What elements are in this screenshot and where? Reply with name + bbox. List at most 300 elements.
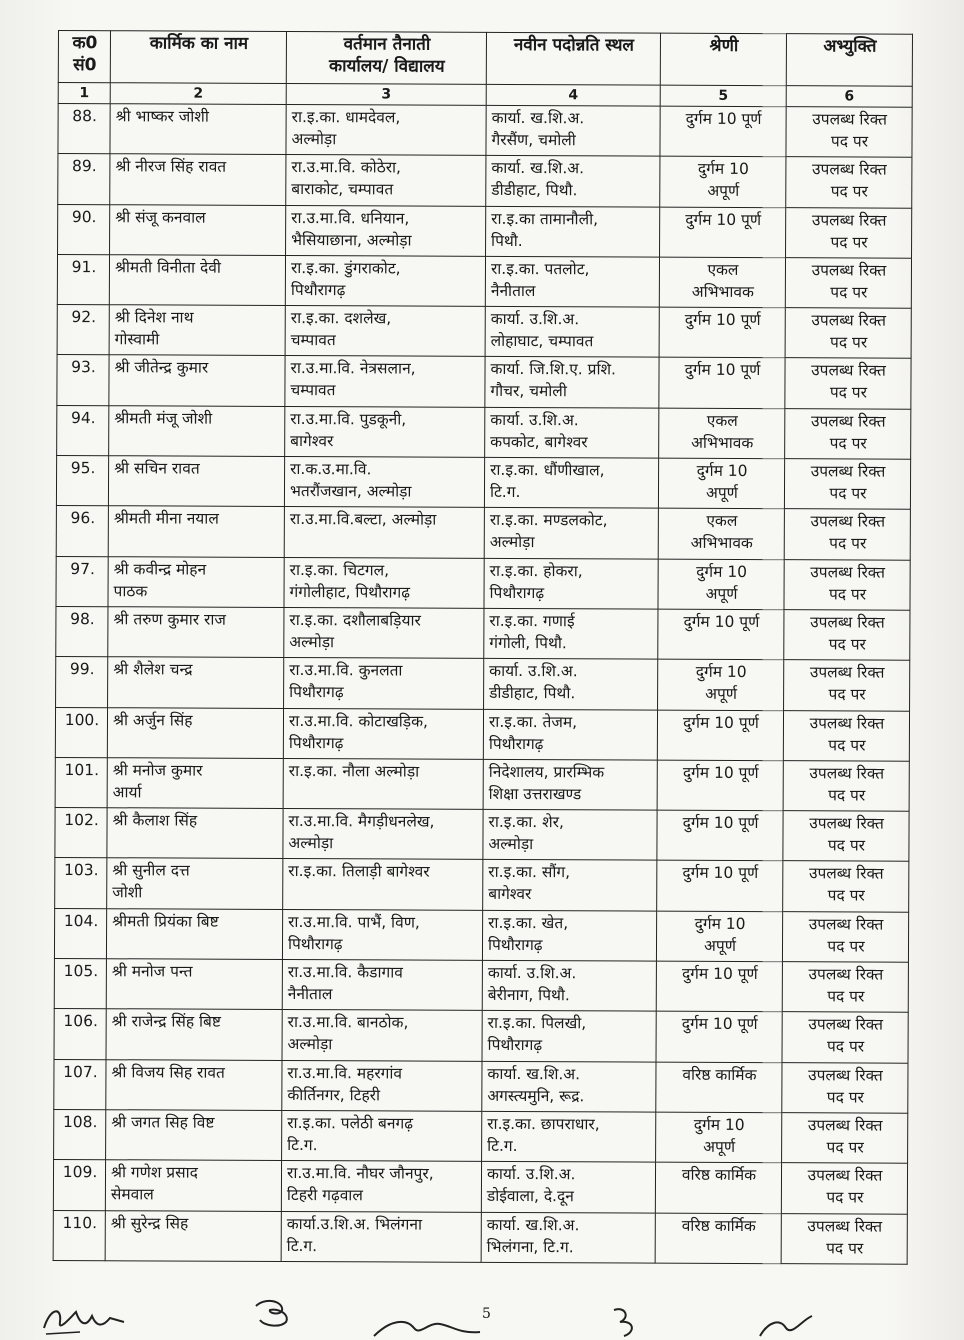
new-posting-cell bbox=[484, 457, 658, 508]
new-posting-cell-line: रा.इ.का. तेजम, bbox=[488, 712, 578, 731]
serial-number-cell: 95. bbox=[56, 456, 108, 507]
current-posting-cell bbox=[282, 1060, 482, 1111]
current-posting-cell-line: रा.इ.का. तिलाड़ी बागेश्वर bbox=[288, 862, 430, 882]
current-posting-cell bbox=[283, 859, 483, 910]
serial-number-cell: 92. bbox=[57, 305, 109, 356]
current-posting-cell-line: रा.उ.मा.वि. धनियान, bbox=[291, 208, 410, 228]
employee-name-cell bbox=[109, 355, 285, 406]
employee-name-cell bbox=[108, 506, 284, 557]
new-posting-cell-line: टि.ग. bbox=[487, 1136, 518, 1155]
category-cell-line: वरिष्ठ कार्मिक bbox=[682, 1065, 757, 1084]
serial-number-cell: 91. bbox=[57, 254, 109, 305]
current-posting-cell-line: रा.इ.का. दशलेख, bbox=[290, 309, 392, 328]
category-cell-line: अपूर्ण bbox=[703, 1137, 736, 1156]
employee-name-cell bbox=[107, 808, 283, 859]
table-row bbox=[54, 959, 908, 1013]
current-posting-cell-line: पिथौरागढ़ bbox=[287, 934, 343, 954]
new-posting-cell-line: कार्या. उ.शि.अ. bbox=[490, 310, 580, 329]
remark-cell-line: उपलब्ध रिक्त bbox=[807, 1166, 883, 1185]
category-cell bbox=[656, 1011, 782, 1062]
current-posting-cell-line: रा.उ.मा.वि. महरगांव bbox=[287, 1063, 403, 1083]
current-posting-cell bbox=[282, 960, 482, 1011]
category-cell-line: एकल bbox=[706, 411, 738, 430]
current-posting-cell bbox=[285, 406, 485, 457]
category-cell-line: वरिष्ठ कार्मिक bbox=[681, 1216, 756, 1235]
header-line: सं0 bbox=[73, 55, 97, 76]
category-cell bbox=[655, 1162, 781, 1213]
table-row bbox=[56, 456, 910, 510]
new-posting-cell-line: गैरसैंण, चमोली bbox=[491, 130, 576, 150]
table-row bbox=[56, 606, 910, 660]
new-posting-cell-line: पिथौरागढ़ bbox=[488, 734, 544, 753]
employee-name-cell-line: पाठक bbox=[113, 581, 148, 601]
current-posting-cell-line: रा.उ.मा.वि. मैगड़ीधनलेख, bbox=[288, 812, 435, 831]
remark-cell-line: उपलब्ध रिक्त bbox=[808, 1065, 883, 1085]
category-cell-line: दुर्गम 10 bbox=[695, 663, 747, 682]
remark-cell bbox=[782, 1062, 908, 1113]
remark-cell bbox=[784, 509, 910, 560]
current-posting-cell-line: रा.उ.मा.वि. नेत्रसलान, bbox=[290, 359, 416, 379]
new-posting-cell-line: रा.इ.का. खेत, bbox=[488, 913, 569, 932]
current-posting-cell bbox=[282, 1010, 482, 1061]
category-cell bbox=[660, 156, 786, 207]
current-posting-cell-line: अल्मोड़ा bbox=[288, 834, 334, 853]
table-row bbox=[54, 1109, 908, 1163]
remark-cell bbox=[783, 761, 909, 812]
serial-number-cell: 88. bbox=[58, 104, 110, 155]
new-posting-cell-line: अगस्त्यमुनि, रूद्र. bbox=[487, 1086, 585, 1105]
remark-cell bbox=[784, 610, 910, 661]
category-cell bbox=[655, 1213, 781, 1264]
category-cell bbox=[659, 307, 785, 358]
employee-name-cell bbox=[106, 908, 282, 959]
new-posting-cell-line: कार्या. उ.शि.अ. bbox=[490, 410, 579, 430]
remark-cell-line: पद पर bbox=[826, 1037, 865, 1056]
employee-name-cell bbox=[107, 858, 283, 909]
current-posting-cell bbox=[286, 104, 486, 155]
current-posting-cell bbox=[281, 1161, 481, 1212]
category-cell bbox=[657, 760, 783, 811]
table-row bbox=[54, 1059, 908, 1113]
serial-number-cell: 101. bbox=[55, 757, 107, 808]
new-posting-cell-line: अल्मोड़ा bbox=[488, 835, 534, 854]
signature-1 bbox=[40, 1298, 150, 1338]
category-cell-line: दुर्गम 10 पूर्ण bbox=[682, 763, 759, 782]
table-row bbox=[58, 154, 912, 208]
employee-name-cell bbox=[108, 607, 284, 658]
category-cell-line: दुर्गम 10 bbox=[696, 562, 748, 581]
employee-name-cell-line: श्री राजेन्द्र सिंह बिष्ट bbox=[111, 1012, 222, 1032]
category-cell-line: दुर्गम 10 bbox=[694, 914, 746, 933]
remark-cell-line: पद पर bbox=[830, 182, 868, 201]
employee-name-cell-line: श्रीमती विनीता देवी bbox=[114, 258, 221, 277]
current-posting-cell-line: रा.उ.मा.वि. नौघर जौनपुर, bbox=[286, 1164, 434, 1183]
serial-number-cell: 103. bbox=[55, 858, 107, 909]
new-posting-cell bbox=[482, 960, 656, 1011]
table-row bbox=[56, 506, 910, 560]
new-posting-cell-line: कार्या. ख.शि.अ. bbox=[491, 159, 585, 178]
remark-cell-line: उपलब्ध रिक्त bbox=[812, 110, 887, 129]
new-posting-cell-line: टि.ग. bbox=[489, 482, 521, 502]
remark-cell-line: पद पर bbox=[826, 1088, 864, 1107]
current-posting-cell bbox=[283, 809, 483, 860]
new-posting-cell-line: रा.इ.का. होकरा, bbox=[489, 561, 583, 580]
new-posting-cell-line: गंगोली, पिथौ. bbox=[489, 633, 567, 653]
new-posting-cell-line: कार्या. उ.शि.अ. bbox=[486, 1165, 576, 1184]
category-cell bbox=[656, 1062, 782, 1113]
category-cell-line: दुर्गम 10 पूर्ण bbox=[685, 210, 762, 229]
employee-name-cell-line: श्री तरुण कुमार राज bbox=[113, 610, 226, 629]
remark-cell-line: पद पर bbox=[828, 735, 866, 755]
new-posting-cell-line: पिथौ. bbox=[491, 231, 523, 250]
current-posting-cell bbox=[284, 457, 484, 508]
new-posting-cell-line: रा.इ.का. मण्डलकोट, bbox=[489, 511, 608, 530]
new-posting-cell bbox=[483, 860, 657, 911]
remark-cell-line: पद पर bbox=[828, 635, 866, 654]
category-cell bbox=[656, 961, 782, 1012]
category-cell-line: दुर्गम 10 पूर्ण bbox=[682, 813, 759, 833]
employee-name-cell bbox=[107, 758, 283, 809]
current-posting-cell-line: रा.इ.का. धामदेवल, bbox=[291, 108, 401, 127]
employee-name-cell-line: श्री सचिन रावत bbox=[114, 459, 200, 478]
remark-cell-line: उपलब्ध रिक्त bbox=[807, 1116, 883, 1135]
new-posting-cell-line: अल्मोड़ा bbox=[489, 533, 535, 552]
remark-cell bbox=[782, 1113, 908, 1164]
table-row bbox=[55, 858, 909, 912]
current-posting-cell-line: चम्पावत bbox=[290, 331, 336, 350]
current-posting-cell-line: बागेश्वर bbox=[290, 431, 334, 450]
category-cell-line: दुर्गम 10 bbox=[693, 1115, 745, 1134]
employee-name-cell-line: श्री मनोज पन्त bbox=[111, 962, 193, 981]
current-posting-cell-line: रा.क.उ.मा.वि. bbox=[290, 460, 372, 479]
remark-cell-line: पद पर bbox=[829, 484, 867, 503]
new-posting-cell bbox=[484, 558, 658, 609]
remark-cell-line: पद पर bbox=[827, 836, 866, 855]
table-row bbox=[57, 405, 911, 459]
remark-cell bbox=[785, 308, 911, 359]
column-number: 3 bbox=[286, 83, 486, 105]
remark-cell-line: पद पर bbox=[828, 585, 867, 604]
remark-cell bbox=[784, 459, 910, 510]
employee-name-cell bbox=[108, 556, 284, 607]
new-posting-cell-line: बागेश्वर bbox=[488, 885, 532, 904]
new-posting-cell bbox=[483, 810, 657, 861]
serial-number-cell: 99. bbox=[56, 657, 108, 708]
category-cell-line: अपूर्ण bbox=[707, 182, 740, 201]
new-posting-cell-line: डीडीहाट, पिथौ. bbox=[489, 684, 576, 703]
remark-cell-line: पद पर bbox=[828, 685, 866, 704]
category-cell bbox=[658, 559, 784, 610]
table-row bbox=[57, 305, 911, 359]
category-cell-line: दुर्गम 10 पूर्ण bbox=[682, 864, 759, 883]
current-posting-cell bbox=[284, 507, 484, 558]
current-posting-cell bbox=[284, 658, 484, 709]
serial-number-cell: 106. bbox=[54, 1009, 106, 1060]
remark-cell-line: पद पर bbox=[830, 283, 868, 302]
current-posting-cell bbox=[284, 557, 484, 608]
column-number: 2 bbox=[110, 83, 286, 105]
table-row bbox=[56, 556, 910, 610]
category-cell-line: अपूर्ण bbox=[705, 584, 738, 603]
remark-cell bbox=[786, 207, 912, 258]
header-remark bbox=[786, 34, 912, 87]
remark-cell bbox=[781, 1163, 907, 1214]
remark-cell-line: उपलब्ध रिक्त bbox=[811, 261, 887, 280]
employee-name-cell bbox=[105, 1210, 281, 1261]
table-row bbox=[58, 104, 912, 158]
new-posting-cell-line: गौचर, चमोली bbox=[490, 382, 567, 401]
category-cell-line: दुर्गम 10 पूर्ण bbox=[683, 713, 759, 732]
new-posting-cell bbox=[483, 709, 657, 760]
current-posting-cell-line: अल्मोड़ा bbox=[291, 130, 337, 149]
serial-number-cell: 93. bbox=[57, 355, 109, 406]
category-cell bbox=[657, 710, 783, 761]
category-cell-line: दुर्गम 10 पूर्ण bbox=[681, 964, 758, 984]
current-posting-cell-line: रा.उ.मा.वि. कोठेरा, bbox=[291, 158, 402, 177]
header-row bbox=[58, 31, 912, 87]
employee-name-cell bbox=[105, 1160, 281, 1211]
header-line: कार्यालय/ विद्यालय bbox=[329, 56, 445, 77]
remark-cell bbox=[784, 559, 910, 610]
category-cell-line: अपूर्ण bbox=[706, 483, 738, 503]
current-posting-cell-line: रा.इ.का. दशौलाबड़ियार bbox=[289, 610, 421, 630]
remark-cell-line: उपलब्ध रिक्त bbox=[810, 562, 885, 582]
category-cell bbox=[660, 106, 786, 157]
current-posting-cell bbox=[285, 356, 485, 407]
category-cell-line: अभिभावक bbox=[691, 282, 754, 301]
remark-cell-line: उपलब्ध रिक्त bbox=[811, 210, 887, 230]
category-cell-line: अभिभावक bbox=[690, 534, 753, 553]
category-cell bbox=[657, 861, 783, 912]
new-posting-cell-line: निदेशालय, प्रारम्भिक bbox=[488, 762, 605, 782]
serial-number-cell: 107. bbox=[54, 1059, 106, 1110]
header-name bbox=[110, 31, 286, 84]
remark-cell bbox=[785, 358, 911, 409]
employee-name-cell-line: श्री जीतेन्द्र कुमार bbox=[114, 358, 209, 378]
employee-name-cell bbox=[109, 406, 285, 457]
header-line: नवीन पदोन्नति स्थल bbox=[513, 34, 635, 56]
employee-name-cell-line: श्रीमती मंजू जोशी bbox=[114, 409, 213, 428]
new-posting-cell bbox=[485, 407, 659, 458]
current-posting-cell-line: रा.उ.मा.वि. कोटाखड़िक, bbox=[288, 711, 428, 731]
remark-cell-line: उपलब्ध रिक्त bbox=[808, 864, 884, 884]
header-sno bbox=[58, 31, 110, 83]
new-posting-cell bbox=[485, 307, 659, 358]
employee-name-cell bbox=[110, 154, 286, 205]
new-posting-cell-line: शिक्षा उत्तराखण्ड bbox=[488, 784, 582, 804]
new-posting-cell-line: कार्या. ख.शि.अ. bbox=[487, 1064, 581, 1083]
category-cell-line: एकल bbox=[707, 260, 739, 279]
employee-name-cell-line: श्री नीरज सिंह रावत bbox=[115, 157, 227, 177]
remark-cell-line: उपलब्ध रिक्त bbox=[810, 412, 886, 431]
remark-cell-line: उपलब्ध रिक्त bbox=[808, 915, 884, 934]
remark-cell bbox=[785, 408, 911, 459]
table-row bbox=[57, 355, 911, 409]
current-posting-cell-line: टि.ग. bbox=[286, 1236, 318, 1255]
new-posting-cell-line: बेरीनाग, पिथौ. bbox=[487, 985, 570, 1005]
employee-name-cell-line: जोशी bbox=[112, 883, 143, 902]
remark-cell bbox=[786, 107, 912, 158]
category-cell-line: दुर्गम 10 पूर्ण bbox=[684, 310, 761, 330]
employee-name-cell bbox=[106, 959, 282, 1010]
table-row bbox=[55, 757, 909, 811]
new-posting-cell-line: रा.इ.का. पतलोट, bbox=[490, 259, 590, 279]
signature-3 bbox=[370, 1314, 490, 1340]
remark-cell-line: पद पर bbox=[829, 383, 868, 403]
remark-cell bbox=[782, 911, 908, 962]
current-posting-cell bbox=[285, 306, 485, 357]
table-row bbox=[54, 1009, 908, 1063]
header-line: क0 bbox=[72, 33, 98, 54]
serial-number-cell: 105. bbox=[54, 959, 106, 1010]
current-posting-cell-line: रा.इ.का. पलेठी बनगढ़ bbox=[287, 1113, 414, 1133]
new-posting-cell-line: कार्या. उ.शि.अ. bbox=[489, 662, 578, 681]
employee-name-cell-line: श्रीमती प्रियंका बिष्ट bbox=[112, 911, 219, 931]
serial-number-cell: 97. bbox=[56, 556, 108, 607]
category-cell-line: दुर्गम 10 पूर्ण bbox=[683, 612, 760, 632]
remark-cell-line: उपलब्ध रिक्त bbox=[808, 1015, 884, 1034]
category-cell-line: दुर्गम 10 पूर्ण bbox=[684, 361, 761, 380]
table-row bbox=[56, 657, 910, 711]
header-line: अभ्युक्ति bbox=[823, 36, 877, 57]
remark-cell-line: पद पर bbox=[828, 786, 866, 805]
table-body bbox=[53, 104, 912, 1265]
remark-cell bbox=[786, 157, 912, 208]
remark-cell bbox=[783, 811, 909, 862]
table-row bbox=[55, 707, 909, 761]
employee-name-cell-line: श्री सुरेन्द्र सिह bbox=[110, 1213, 189, 1233]
column-number: 6 bbox=[786, 86, 912, 108]
new-posting-cell-line: डोईवाला, दे.दून bbox=[486, 1187, 574, 1206]
current-posting-cell bbox=[286, 155, 486, 206]
column-number: 5 bbox=[660, 85, 786, 107]
new-posting-cell bbox=[486, 156, 660, 207]
employee-name-cell-line: श्री कवीन्द्र मोहन bbox=[113, 559, 207, 579]
table-row bbox=[58, 204, 912, 258]
remark-cell-line: उपलब्ध रिक्त bbox=[810, 512, 886, 531]
new-posting-cell bbox=[485, 256, 659, 307]
remark-cell-line: पद पर bbox=[826, 1138, 864, 1157]
current-posting-cell-line: भतरौंजखान, अल्मोड़ा bbox=[289, 482, 412, 501]
column-number: 1 bbox=[58, 83, 110, 104]
table-row bbox=[53, 1210, 907, 1264]
new-posting-cell bbox=[481, 1212, 655, 1263]
category-cell bbox=[656, 1112, 782, 1163]
current-posting-cell-line: रा.इ.का. चिटगल, bbox=[289, 560, 390, 580]
signature-4 bbox=[606, 1304, 656, 1340]
table-row bbox=[55, 808, 909, 862]
remark-cell-line: उपलब्ध रिक्त bbox=[808, 965, 884, 984]
new-posting-cell-line: रा.इ.का. सौंग, bbox=[488, 863, 571, 882]
remark-cell-line: उपलब्ध रिक्त bbox=[809, 764, 885, 783]
category-cell-line: अपूर्ण bbox=[704, 936, 736, 955]
current-posting-cell-line: भैसियाछाना, अल्मोड़ा bbox=[291, 230, 412, 250]
current-posting-cell-line: रा.उ.मा.वि. बानठोक, bbox=[287, 1013, 409, 1032]
current-posting-cell-line: रा.उ.मा.वि. कुनलता bbox=[289, 661, 403, 680]
employee-name-cell-line: श्री दिनेश नाथ bbox=[114, 308, 194, 327]
employee-name-cell bbox=[106, 1059, 282, 1110]
current-posting-cell bbox=[282, 1110, 482, 1161]
serial-number-cell: 104. bbox=[54, 908, 106, 959]
serial-number-cell: 110. bbox=[53, 1210, 105, 1261]
new-posting-cell-line: कार्या. उ.शि.अ. bbox=[487, 963, 577, 983]
category-cell bbox=[659, 358, 785, 409]
category-cell bbox=[656, 911, 782, 962]
employee-name-cell-line: श्री संजू कनवाल bbox=[115, 207, 206, 227]
remark-cell-line: उपलब्ध रिक्त bbox=[807, 1216, 883, 1236]
table-row bbox=[57, 254, 911, 308]
category-cell bbox=[660, 207, 786, 258]
employee-name-cell bbox=[110, 204, 286, 255]
new-posting-cell bbox=[482, 1111, 656, 1162]
current-posting-cell-line: कार्या.उ.शि.अ. भिलंगना bbox=[286, 1214, 423, 1234]
remark-cell-line: उपलब्ध रिक्त bbox=[809, 713, 885, 733]
new-posting-cell-line: रा.इ.का. छापराधार, bbox=[487, 1114, 600, 1134]
remark-cell-line: पद पर bbox=[826, 1188, 864, 1207]
new-posting-cell-line: भिलंगना, टि.ग. bbox=[486, 1237, 574, 1256]
employee-name-cell bbox=[106, 1110, 282, 1161]
new-posting-cell-line: कार्या. ख.शि.अ. bbox=[486, 1215, 580, 1234]
new-posting-cell bbox=[481, 1162, 655, 1213]
current-posting-cell-line: गंगोलीहाट, पिथौरागढ़ bbox=[289, 582, 411, 602]
new-posting-cell-line: रा.इ.का. पिलखी, bbox=[487, 1014, 587, 1033]
serial-number-cell: 100. bbox=[55, 707, 107, 758]
new-posting-cell-line: कार्या. जि.शि.ए. प्रशि. bbox=[490, 360, 616, 379]
remark-cell-line: पद पर bbox=[829, 434, 867, 453]
employee-name-cell bbox=[106, 1009, 282, 1060]
remark-cell-line: पद पर bbox=[830, 132, 869, 151]
remark-cell-line: पद पर bbox=[829, 534, 867, 553]
employee-name-cell bbox=[107, 707, 283, 758]
serial-number-cell: 109. bbox=[53, 1160, 105, 1211]
current-posting-cell-line: पिथौरागढ़ bbox=[288, 733, 344, 752]
current-posting-cell-line: रा.इ.का. नौला अल्मोड़ा bbox=[288, 761, 420, 781]
serial-number-cell: 108. bbox=[54, 1109, 106, 1160]
employee-name-cell-line: श्री अर्जुन सिंह bbox=[112, 710, 193, 730]
table-row bbox=[53, 1160, 907, 1214]
remark-cell bbox=[782, 1012, 908, 1063]
current-posting-cell bbox=[286, 205, 486, 256]
current-posting-cell-line: बाराकोट, चम्पावत bbox=[291, 180, 394, 199]
new-posting-cell bbox=[484, 508, 658, 559]
header-line: वर्तमान तैनाती bbox=[343, 34, 431, 55]
remark-cell bbox=[784, 660, 910, 711]
category-cell bbox=[657, 810, 783, 861]
current-posting-cell-line: कीर्तिनगर, टिहरी bbox=[287, 1085, 381, 1105]
category-cell bbox=[658, 609, 784, 660]
remark-cell-line: पद पर bbox=[827, 987, 865, 1006]
employee-name-cell-line: श्रीमती मीना नयाल bbox=[113, 509, 219, 529]
current-posting-cell-line: रा.उ.मा.वि. पाभैं, विण, bbox=[288, 912, 420, 932]
signature-5 bbox=[756, 1310, 816, 1340]
current-posting-cell bbox=[282, 909, 482, 960]
employee-name-cell bbox=[109, 255, 285, 306]
employee-name-cell-line: सेमवाल bbox=[110, 1185, 154, 1204]
remark-cell-line: उपलब्ध रिक्त bbox=[811, 361, 886, 381]
category-cell-line: वरिष्ठ कार्मिक bbox=[681, 1165, 757, 1185]
remark-cell-line: पद पर bbox=[830, 333, 868, 352]
current-posting-cell-line: नैनीताल bbox=[287, 985, 333, 1004]
current-posting-cell-line: अल्मोड़ा bbox=[289, 632, 335, 652]
remark-cell bbox=[782, 962, 908, 1013]
new-posting-cell bbox=[483, 759, 657, 810]
current-posting-cell bbox=[284, 607, 484, 658]
category-cell bbox=[658, 458, 784, 509]
header-new bbox=[486, 32, 660, 85]
current-posting-cell bbox=[281, 1211, 481, 1262]
header-current bbox=[286, 31, 486, 84]
remark-cell-line: पद पर bbox=[826, 1238, 864, 1258]
